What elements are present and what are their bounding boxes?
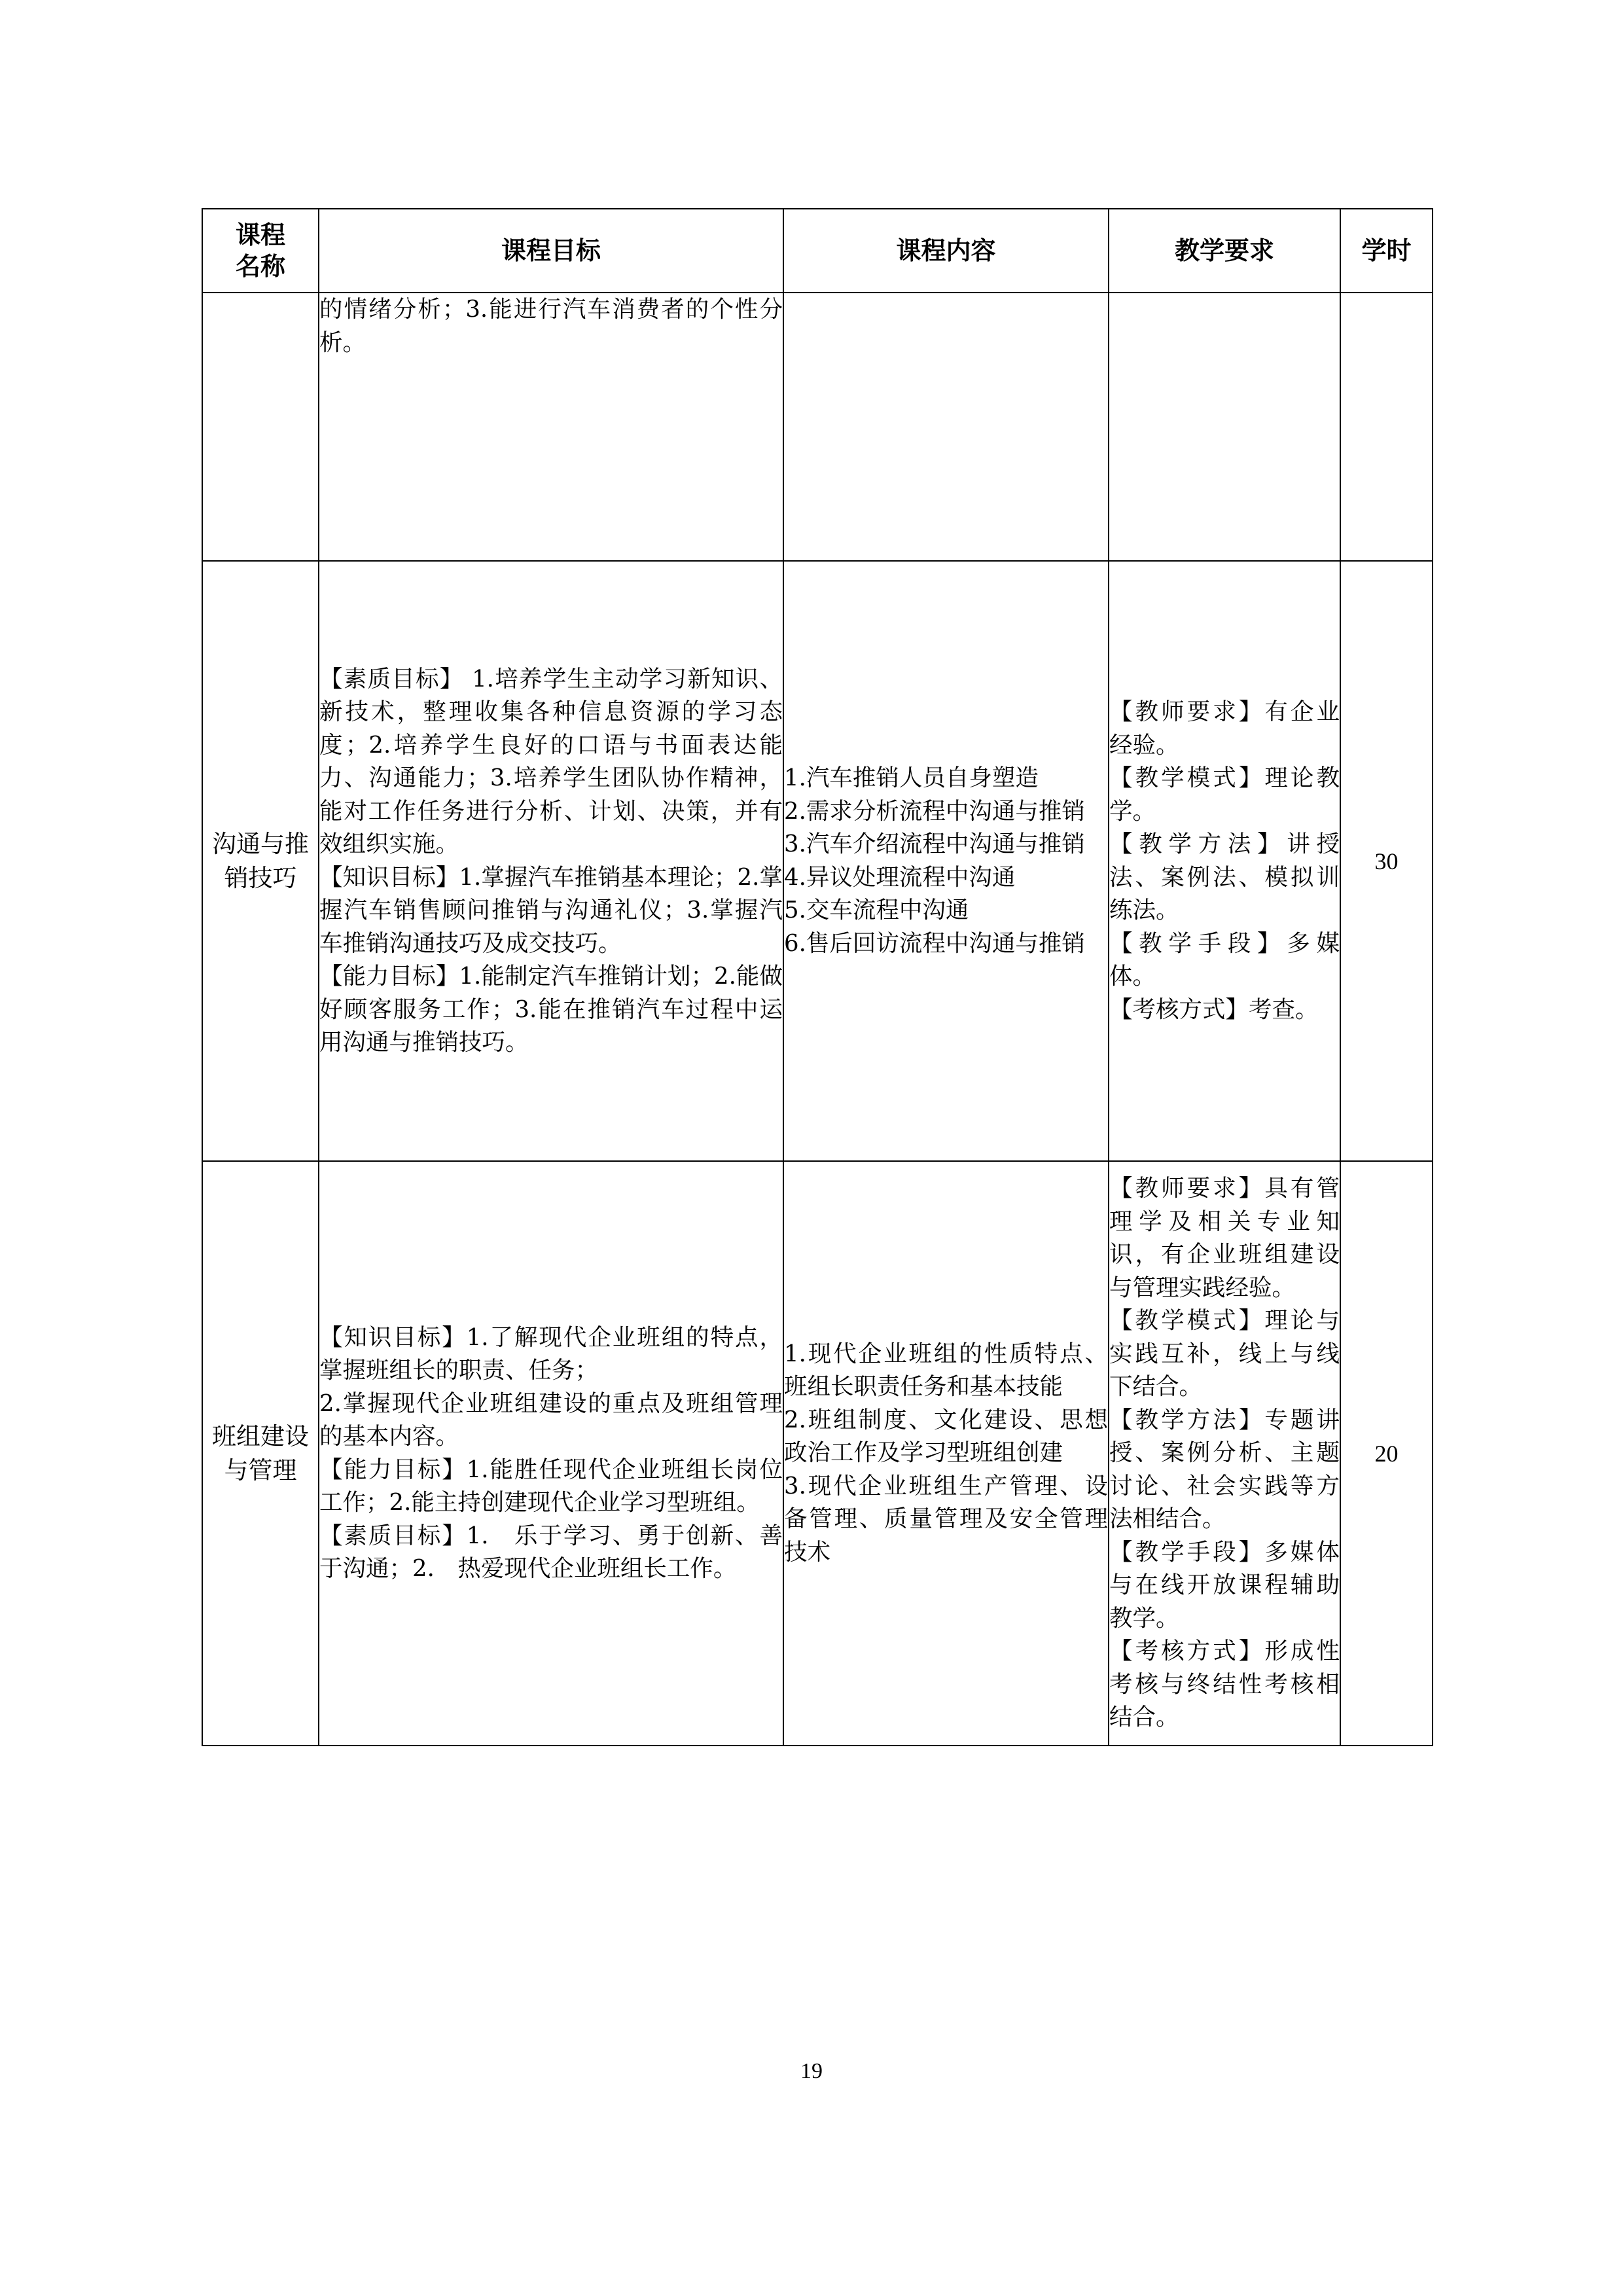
goal-quality-paragraph: 【素质目标】1. 乐于学习、勇于创新、善于沟通；2. 热爱现代企业班组长工作。 [319,1522,783,1582]
content-item: 6.售后回访流程中沟通与推销 [784,929,1085,957]
requirement-teacher: 【教师要求】有企业经验。 [1109,698,1340,759]
goal-knowledge-paragraph: 【知识目标】1.了解现代企业班组的特点，掌握班组长的职责、任务； [319,1323,783,1384]
goal-paragraph: 的情绪分析；3.能进行汽车消费者的个性分析。 [319,296,783,356]
table-row [202,1161,1433,1746]
table-row [202,293,1433,561]
teaching-requirements-cell [1109,561,1340,1161]
header-course-name: 课程 名称 [202,209,319,293]
requirement-method: 【教学方法】讲授法、案例法、模拟训练法。 [1109,831,1340,924]
requirement-means: 【教学手段】多媒体。 [1109,929,1340,990]
content-item: 2.班组制度、文化建设、思想政治工作及学习型班组创建 [784,1406,1108,1467]
course-name-cell: 班组建设与管理 [202,1161,319,1746]
goal-knowledge-paragraph: 【知识目标】1.掌握汽车推销基本理论；2.掌握汽车销售顾问推销与沟通礼仪；3.掌握汽车推销沟通技巧及成交技巧。 [319,863,783,957]
content-item: 3.汽车介绍流程中沟通与推销 [784,831,1085,857]
content-item: 1.现代企业班组的性质特点、班组长职责任务和基本技能 [784,1340,1108,1401]
course-goals-cell [319,293,783,561]
page-number: 19 [800,2059,823,2083]
table-row [202,561,1433,1161]
goal-knowledge-paragraph: 2.掌握现代企业班组建设的重点及班组管理的基本内容。 [319,1390,783,1450]
goal-quality-paragraph: 【素质目标】 1.培养学生主动学习新知识、新技术，整理收集各种信息资源的学习态度；2.培养学生良好的口语与书面表达能力、沟通能力；3.培养学生团队协作精神，能对工作任务进行分析、计划、决策，并有效组织实施。 [319,665,783,857]
header-hours: 学时 [1340,209,1433,293]
course-goals-cell [319,561,783,1161]
course-name-cell [202,293,319,561]
course-content-cell [783,293,1109,561]
content-item: 4.异议处理流程中沟通 [784,863,1016,891]
header-course-goals: 课程目标 [319,209,783,293]
teaching-requirements-cell [1109,293,1340,561]
header-teaching-requirements: 教学要求 [1109,209,1340,293]
course-content-cell [783,561,1109,1161]
goal-ability-paragraph: 【能力目标】1.能胜任现代企业班组长岗位工作；2.能主持创建现代企业学习型班组。 [319,1456,783,1516]
requirement-means: 【教学手段】多媒体与在线开放课程辅助教学。 [1109,1538,1340,1632]
course-goals-cell [319,1161,783,1746]
content-item: 3.现代企业班组生产管理、设备管理、质量管理及安全管理技术 [784,1472,1108,1566]
content-item: 5.交车流程中沟通 [784,897,969,924]
goal-ability-paragraph: 【能力目标】1.能制定汽车推销计划；2.能做好顾客服务工作；3.能在推销汽车过程中运用沟通与推销技巧。 [319,963,783,1056]
content-item: 2.需求分析流程中沟通与推销 [784,797,1085,825]
course-table [202,208,1433,1746]
requirement-method: 【教学方法】专题讲授、案例分析、主题讨论、社会实践等方法相结合。 [1109,1406,1340,1533]
course-name-cell: 沟通与推销技巧 [202,561,319,1161]
header-course-content: 课程内容 [783,209,1109,293]
requirement-assessment: 【考核方式】形成性考核与终结性考核相结合。 [1109,1638,1340,1731]
course-content-cell [783,1161,1109,1746]
teaching-requirements-cell [1109,1161,1340,1746]
requirement-assessment: 【考核方式】考查。 [1109,996,1319,1023]
hours-cell: 20 [1340,1161,1433,1746]
hours-cell [1340,293,1433,561]
header-row [202,209,1433,293]
hours-cell: 30 [1340,561,1433,1161]
requirement-teacher: 【教师要求】具有管理学及相关专业知识，有企业班组建设与管理实践经验。 [1109,1175,1340,1301]
content-item: 1.汽车推销人员自身塑造 [784,764,1039,791]
requirement-mode: 【教学模式】理论与实践互补，线上与线下结合。 [1109,1307,1340,1401]
requirement-mode: 【教学模式】理论教学。 [1109,764,1340,825]
